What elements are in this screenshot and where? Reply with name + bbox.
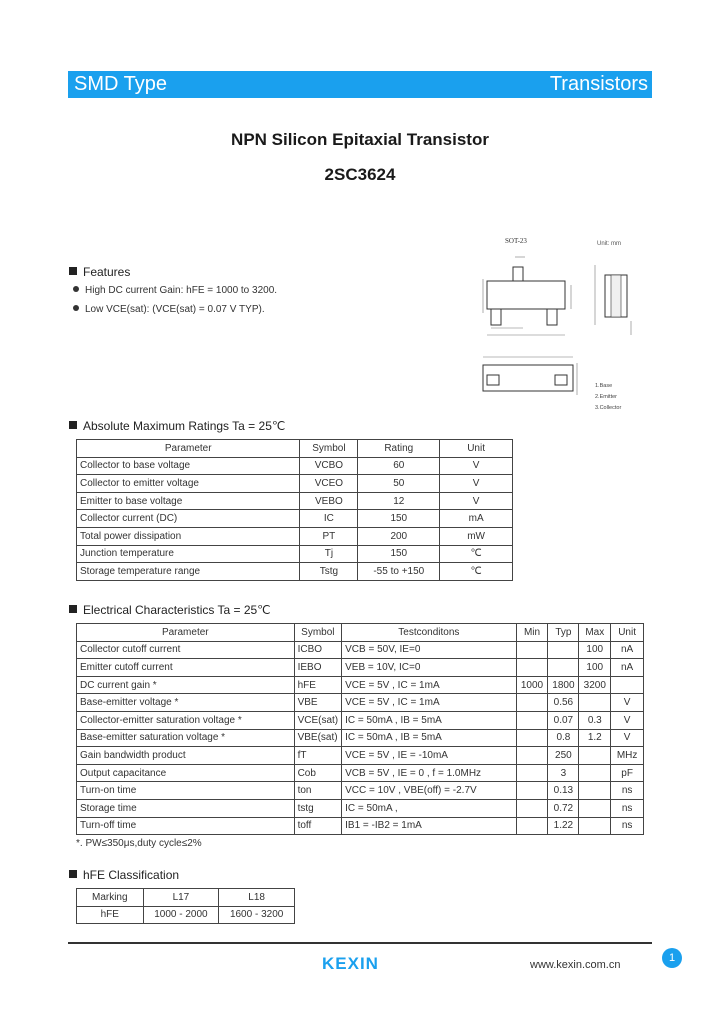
table-cell: toff — [294, 817, 342, 835]
pin-legend-1: 1.Base — [595, 383, 613, 389]
table-cell: VCB = 5V , IE = 0 , f = 1.0MHz — [342, 764, 516, 782]
table-row — [77, 510, 513, 528]
table-cell: VCB = 50V, IE=0 — [342, 641, 516, 659]
pin-legend-2: 2.Emitter — [595, 394, 618, 400]
table-cell: 100 — [579, 659, 611, 677]
table-row — [77, 475, 513, 493]
table-row — [77, 641, 644, 659]
header-cell: Unit — [440, 440, 513, 458]
table-cell: Storage temperature range — [77, 563, 300, 581]
table-cell — [579, 799, 611, 817]
table-row — [77, 747, 644, 765]
header-cell: Testconditons — [342, 624, 516, 642]
ec-table — [76, 623, 644, 835]
table-cell: V — [440, 492, 513, 510]
table-cell: 12 — [358, 492, 440, 510]
package-diagram — [455, 235, 655, 415]
table-cell: Cob — [294, 764, 342, 782]
footer-divider — [68, 942, 652, 944]
table-cell: Turn-off time — [77, 817, 295, 835]
table-cell: VCE = 5V , IC = 1mA — [342, 694, 516, 712]
table-cell — [579, 764, 611, 782]
table-cell: ℃ — [440, 563, 513, 581]
table-cell: Collector to emitter voltage — [77, 475, 300, 493]
table-cell: 0.8 — [548, 729, 579, 747]
table-cell: ℃ — [440, 545, 513, 563]
pin-legend-3: 3.Collector — [595, 405, 622, 411]
table-cell: 250 — [548, 747, 579, 765]
table-header-row — [77, 889, 295, 907]
table-cell: Storage time — [77, 799, 295, 817]
table-cell — [516, 694, 548, 712]
dot-bullet-icon — [73, 305, 79, 311]
table-cell: VCC = 10V , VBE(off) = -2.7V — [342, 782, 516, 800]
table-cell — [516, 782, 548, 800]
features-heading: Features — [69, 265, 130, 279]
table-row — [77, 764, 644, 782]
header-left: SMD Type — [74, 73, 167, 95]
table-cell: Collector cutoff current — [77, 641, 295, 659]
table-header-row — [77, 440, 513, 458]
table-cell: 1600 - 3200 — [219, 906, 295, 924]
table-cell: hFE — [77, 906, 144, 924]
hfe-table — [76, 888, 295, 924]
table-row — [77, 711, 644, 729]
table-cell — [548, 641, 579, 659]
table-cell: IC = 50mA , IB = 5mA — [342, 711, 516, 729]
header-cell: Unit — [611, 624, 644, 642]
table-cell: 150 — [358, 510, 440, 528]
table-cell: IEBO — [294, 659, 342, 677]
table-cell: ICBO — [294, 641, 342, 659]
header-cell: Symbol — [294, 624, 342, 642]
table-cell — [516, 711, 548, 729]
table-cell: Output capacitance — [77, 764, 295, 782]
table-row — [77, 694, 644, 712]
header-banner — [68, 71, 652, 98]
table-cell: 0.72 — [548, 799, 579, 817]
table-cell — [516, 817, 548, 835]
table-cell: Collector-emitter saturation voltage * — [77, 711, 295, 729]
header-cell: Min — [516, 624, 548, 642]
table-cell — [548, 659, 579, 677]
unit-label: Unit: mm — [597, 241, 621, 247]
table-cell: ns — [611, 817, 644, 835]
header-cell: Symbol — [300, 440, 358, 458]
footnote: *. PW≤350μs,duty cycle≤2% — [76, 838, 202, 849]
table-cell: IC = 50mA , — [342, 799, 516, 817]
table-row — [77, 545, 513, 563]
table-row — [77, 659, 644, 677]
table-cell: V — [440, 475, 513, 493]
table-cell — [516, 799, 548, 817]
amr-heading: Absolute Maximum Ratings Ta = 25℃ — [69, 419, 285, 433]
table-cell — [579, 694, 611, 712]
table-cell: 3 — [548, 764, 579, 782]
header-cell: Typ — [548, 624, 579, 642]
table-cell: 1800 — [548, 676, 579, 694]
hfe-heading: hFE Classification — [69, 868, 179, 882]
header-cell: L17 — [143, 889, 219, 907]
table-cell: VCE = 5V , IE = -10mA — [342, 747, 516, 765]
table-cell: V — [440, 457, 513, 475]
table-cell: Emitter cutoff current — [77, 659, 295, 677]
table-cell: VBE — [294, 694, 342, 712]
square-bullet-icon — [69, 870, 77, 878]
table-cell: 100 — [579, 641, 611, 659]
table-cell: 0.13 — [548, 782, 579, 800]
page-number-badge: 1 — [662, 948, 682, 968]
table-cell: nA — [611, 659, 644, 677]
table-cell: 50 — [358, 475, 440, 493]
table-cell — [579, 782, 611, 800]
table-cell: Junction temperature — [77, 545, 300, 563]
square-bullet-icon — [69, 605, 77, 613]
table-cell: Turn-on time — [77, 782, 295, 800]
table-cell: Collector to base voltage — [77, 457, 300, 475]
table-cell: 1000 - 2000 — [143, 906, 219, 924]
kexin-logo: KEXIN — [322, 954, 379, 973]
table-row — [77, 799, 644, 817]
footer-url[interactable]: www.kexin.com.cn — [530, 959, 621, 971]
table-row — [77, 906, 295, 924]
square-bullet-icon — [69, 267, 77, 275]
table-cell: MHz — [611, 747, 644, 765]
table-cell: 0.07 — [548, 711, 579, 729]
table-cell: VCE(sat) — [294, 711, 342, 729]
table-cell — [579, 747, 611, 765]
header-cell: Marking — [77, 889, 144, 907]
table-cell: 150 — [358, 545, 440, 563]
table-cell: V — [611, 711, 644, 729]
table-cell: Base-emitter voltage * — [77, 694, 295, 712]
table-cell: 1.2 — [579, 729, 611, 747]
table-cell: VEB = 10V, IC=0 — [342, 659, 516, 677]
table-cell: 0.56 — [548, 694, 579, 712]
table-cell: mA — [440, 510, 513, 528]
table-cell: IB1 = -IB2 = 1mA — [342, 817, 516, 835]
table-cell — [516, 764, 548, 782]
table-cell: nA — [611, 641, 644, 659]
table-cell: VBE(sat) — [294, 729, 342, 747]
header-cell: L18 — [219, 889, 295, 907]
table-cell: hFE — [294, 676, 342, 694]
table-row — [77, 527, 513, 545]
table-cell: Emitter to base voltage — [77, 492, 300, 510]
header-cell: Rating — [358, 440, 440, 458]
table-cell: 0.3 — [579, 711, 611, 729]
table-cell: VCEO — [300, 475, 358, 493]
table-row — [77, 457, 513, 475]
table-cell: Tstg — [300, 563, 358, 581]
table-row — [77, 782, 644, 800]
feature-item: Low VCE(sat): (VCE(sat) = 0.07 V TYP). — [73, 304, 265, 315]
header-right: Transistors — [549, 73, 648, 95]
table-cell: 200 — [358, 527, 440, 545]
header-cell: Parameter — [77, 440, 300, 458]
table-cell — [516, 641, 548, 659]
table-cell: Tj — [300, 545, 358, 563]
table-cell: IC — [300, 510, 358, 528]
table-cell — [516, 747, 548, 765]
table-row — [77, 492, 513, 510]
table-cell: 1000 — [516, 676, 548, 694]
table-cell: V — [611, 729, 644, 747]
header-cell: Parameter — [77, 624, 295, 642]
table-cell: Gain bandwidth product — [77, 747, 295, 765]
table-cell: -55 to +150 — [358, 563, 440, 581]
table-cell: Collector current (DC) — [77, 510, 300, 528]
table-cell: DC current gain * — [77, 676, 295, 694]
table-header-row — [77, 624, 644, 642]
table-cell: ns — [611, 799, 644, 817]
table-cell: VEBO — [300, 492, 358, 510]
table-cell: ns — [611, 782, 644, 800]
table-cell: ton — [294, 782, 342, 800]
table-cell: VCE = 5V , IC = 1mA — [342, 676, 516, 694]
table-cell: fT — [294, 747, 342, 765]
table-cell: 60 — [358, 457, 440, 475]
table-row — [77, 817, 644, 835]
table-row — [77, 676, 644, 694]
table-cell — [611, 676, 644, 694]
table-cell — [579, 817, 611, 835]
part-number: 2SC3624 — [324, 165, 396, 184]
amr-table — [76, 439, 513, 581]
table-row — [77, 563, 513, 581]
square-bullet-icon — [69, 421, 77, 429]
table-row — [77, 729, 644, 747]
table-cell: 1.22 — [548, 817, 579, 835]
table-cell: 3200 — [579, 676, 611, 694]
table-cell: pF — [611, 764, 644, 782]
table-cell: mW — [440, 527, 513, 545]
feature-item: High DC current Gain: hFE = 1000 to 3200. — [73, 285, 277, 296]
dot-bullet-icon — [73, 286, 79, 292]
table-cell: IC = 50mA , IB = 5mA — [342, 729, 516, 747]
header-cell: Max — [579, 624, 611, 642]
table-cell — [516, 729, 548, 747]
doc-title: NPN Silicon Epitaxial Transistor — [231, 130, 489, 149]
table-cell: V — [611, 694, 644, 712]
table-cell: PT — [300, 527, 358, 545]
ec-heading: Electrical Characteristics Ta = 25℃ — [69, 603, 271, 617]
table-cell: tstg — [294, 799, 342, 817]
table-cell: VCBO — [300, 457, 358, 475]
table-cell: Total power dissipation — [77, 527, 300, 545]
package-label: SOT-23 — [505, 237, 527, 245]
table-cell: Base-emitter saturation voltage * — [77, 729, 295, 747]
table-cell — [516, 659, 548, 677]
